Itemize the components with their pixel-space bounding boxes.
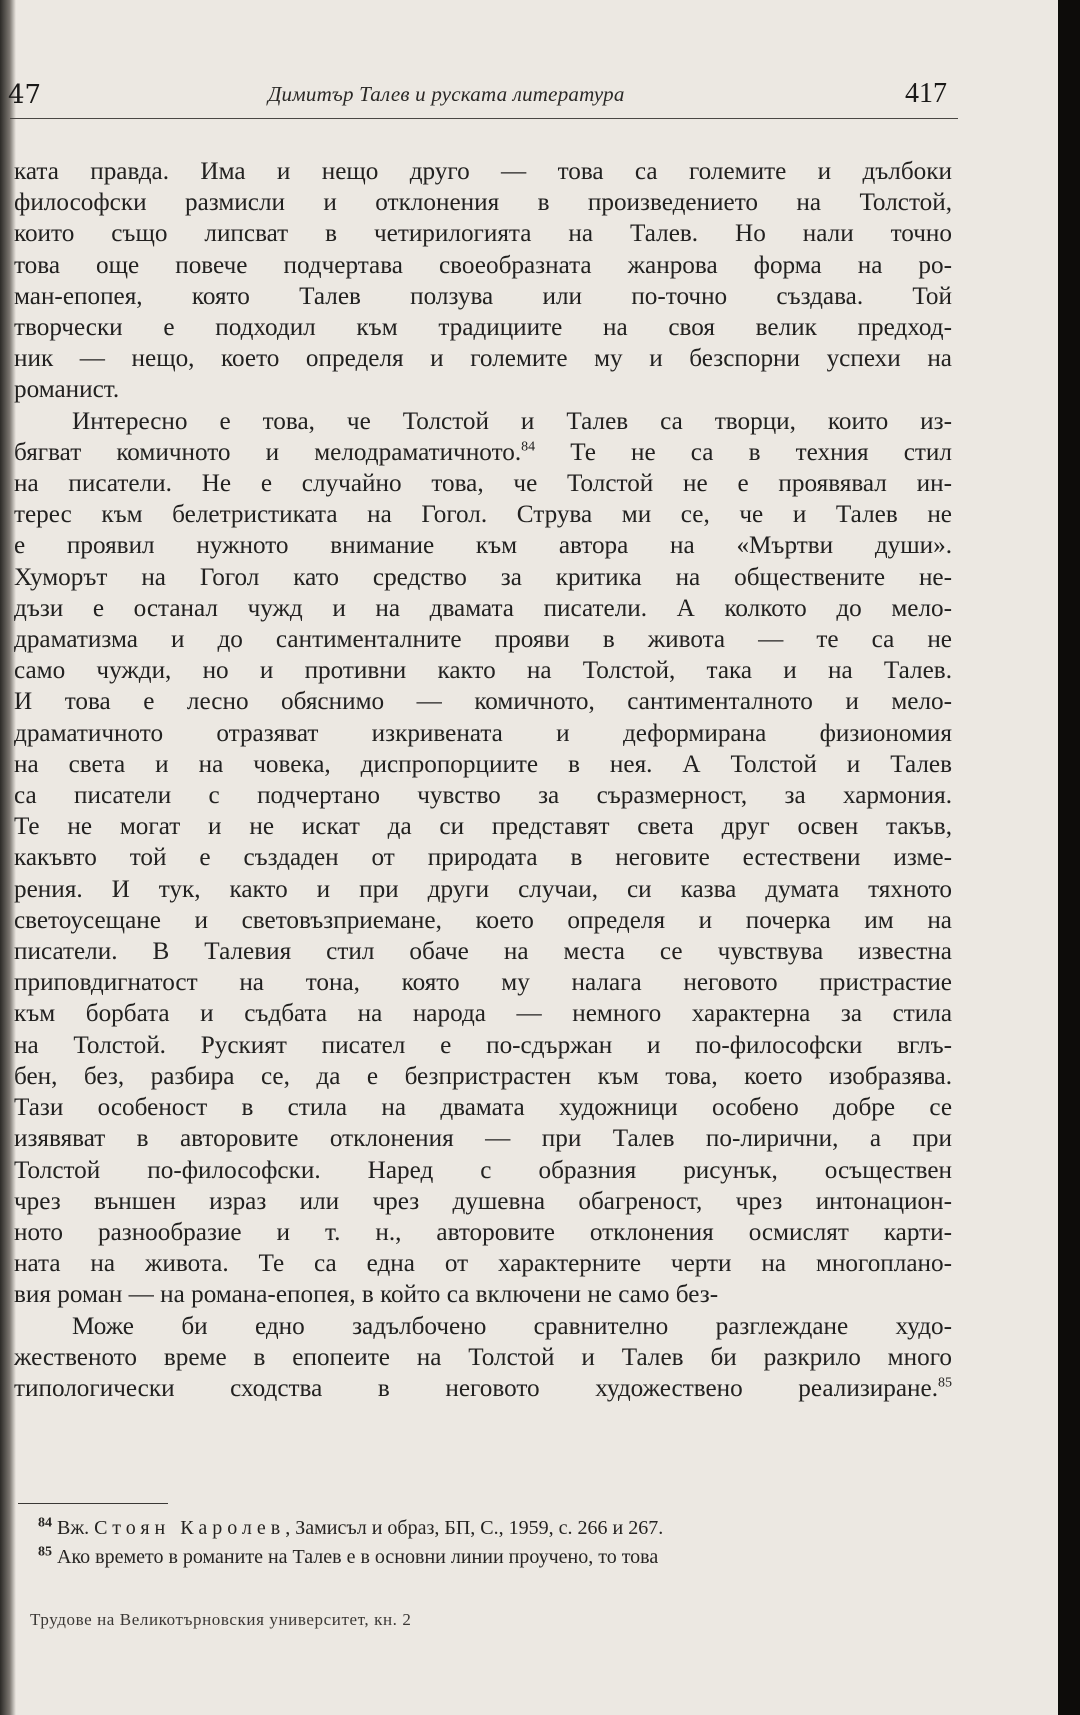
text-line: ното разнообразие и т. н., авторовите отклонения осмислят карти-: [14, 1218, 952, 1246]
footnote-ref: 84: [521, 439, 536, 455]
text-span: бягват комичното и мелодраматичното.: [14, 438, 522, 466]
footnote-prefix: Вж.: [57, 1517, 95, 1539]
text-line-with-note: [14, 437, 952, 468]
footnote-item: [38, 1514, 938, 1543]
text-line: това още повече подчертава своеобразната жанрова форма на ро-: [14, 251, 952, 279]
footnote-rule: [18, 1503, 168, 1504]
page-number: 417: [905, 78, 947, 109]
text-line: на света и на човека, диспропорциите в нея. А Толстой и Талев: [14, 750, 952, 778]
running-header: [0, 78, 960, 118]
text-line: Интересно е това, че Толстой и Талев са творци, които из-: [72, 407, 952, 435]
footnote-number: 85: [38, 1544, 52, 1560]
text-line: какъвто той е създаден от природата в неговите естествени изме-: [14, 844, 952, 872]
footnote-text: Ако времето в романите на Талев е в основни линии проучено, то това: [57, 1546, 659, 1568]
text-line: философски размисли и отклонения в произведението на Толстой,: [14, 189, 952, 217]
header-left-number: 47: [8, 80, 42, 110]
text-line: ната на живота. Те са една от характерните черти на многоплано-: [14, 1250, 952, 1278]
background-edge: [1058, 0, 1080, 1715]
text-line: са писатели с подчертано чувство за съразмерност, за хармония.: [14, 782, 952, 810]
text-line: творчески е подходил към традициите на своя велик предход-: [14, 314, 952, 342]
text-line: Те не могат и не искат да си представят света друг освен такъв,: [14, 813, 952, 841]
text-line: ката правда. Има и нещо друго — това са големите и дълбоки: [14, 158, 952, 185]
text-line: чрез външен израз или чрез душевна обагреност, чрез интонацион-: [14, 1187, 952, 1215]
running-title: Димитър Талев и руската литература: [268, 82, 625, 106]
text-line: рения. И тук, както и при други случаи, си казва думата тяхното: [14, 875, 952, 903]
text-line: светоусещане и световъзприемане, което определя и почерка им на: [14, 906, 952, 934]
header-rule: [10, 118, 958, 119]
text-line: бен, без, разбира се, да е безпристрастен към това, което изобразява.: [14, 1062, 952, 1090]
text-line: на Толстой. Руският писател е по-сдържан и по-философски вглъ-: [14, 1031, 952, 1059]
text-line: терес към белетристиката на Гогол. Струва ми се, че и Талев не: [14, 501, 952, 529]
footnote-number: 84: [38, 1515, 52, 1531]
text-line: драматичното отразяват изкривената и деформирана физиономия: [14, 719, 952, 747]
text-line: Тази особеност в стила на двамата художници особено добре се: [14, 1094, 952, 1122]
text-line: които също липсват в четирилогията на Талев. Но нали точно: [14, 220, 952, 248]
body-text: [14, 156, 952, 1404]
footnote-item: [38, 1543, 938, 1572]
text-line: драматизма и до сантименталните прояви в живота — те са не: [14, 626, 952, 654]
footnote-text: , Замисъл и образ, БП, С., 1959, с. 266 и 267.: [285, 1517, 664, 1539]
imprint-line: Трудове на Великотърновския университет, кн. 2: [30, 1610, 412, 1629]
text-line: романист.: [14, 376, 120, 404]
text-line: приповдигнатост на тона, която му налага неговото пристрастие: [14, 969, 952, 997]
text-line: на писатели. Не е случайно това, че Толстой не е проявявал ин-: [14, 470, 952, 498]
text-span: типологически сходства в неговото художествено реализиране.: [14, 1374, 938, 1402]
text-line: ник — нещо, което определя и големите му и безспорни успехи на: [14, 345, 952, 373]
text-line: Хуморът на Гогол като средство за критика на обществените не-: [14, 563, 952, 591]
text-line-with-note: [14, 1373, 952, 1404]
footnote-ref: 85: [938, 1375, 952, 1391]
text-line: дъзи е останал чужд и на двамата писатели. А колкото до мело-: [14, 594, 952, 622]
text-span: Те не са в техния стил: [535, 438, 952, 466]
text-line: жественото време в епопеите на Толстой и Талев би разкрило много: [14, 1343, 952, 1371]
text-line: изявяват в авторовите отклонения — при Талев по-лирични, а при: [14, 1125, 952, 1153]
text-line: Толстой по-философски. Наред с образния рисунък, осъществен: [14, 1156, 952, 1184]
text-line: Може би едно задълбочено сравнително разглеждане худо-: [72, 1312, 952, 1340]
text-line: ман-епопея, която Талев ползува или по-точно създава. Той: [14, 282, 952, 310]
text-line: писатели. В Талевия стил обаче на места се чувствува известна: [14, 938, 952, 966]
footnotes: [38, 1514, 938, 1572]
text-line: вия роман — на романа-епопея, в който са включени не само без-: [14, 1281, 719, 1309]
text-line: към борбата и съдбата на народа — немного характерна за стила: [14, 1000, 952, 1028]
text-line: е проявил нужното внимание към автора на «Мъртви души».: [14, 532, 952, 560]
text-line: И това е лесно обяснимо — комичното, сантименталното и мело-: [14, 688, 952, 716]
footnote-author: Стоян Каролев: [94, 1517, 286, 1539]
text-line: само чужди, но и противни както на Толстой, така и на Талев.: [14, 657, 952, 685]
